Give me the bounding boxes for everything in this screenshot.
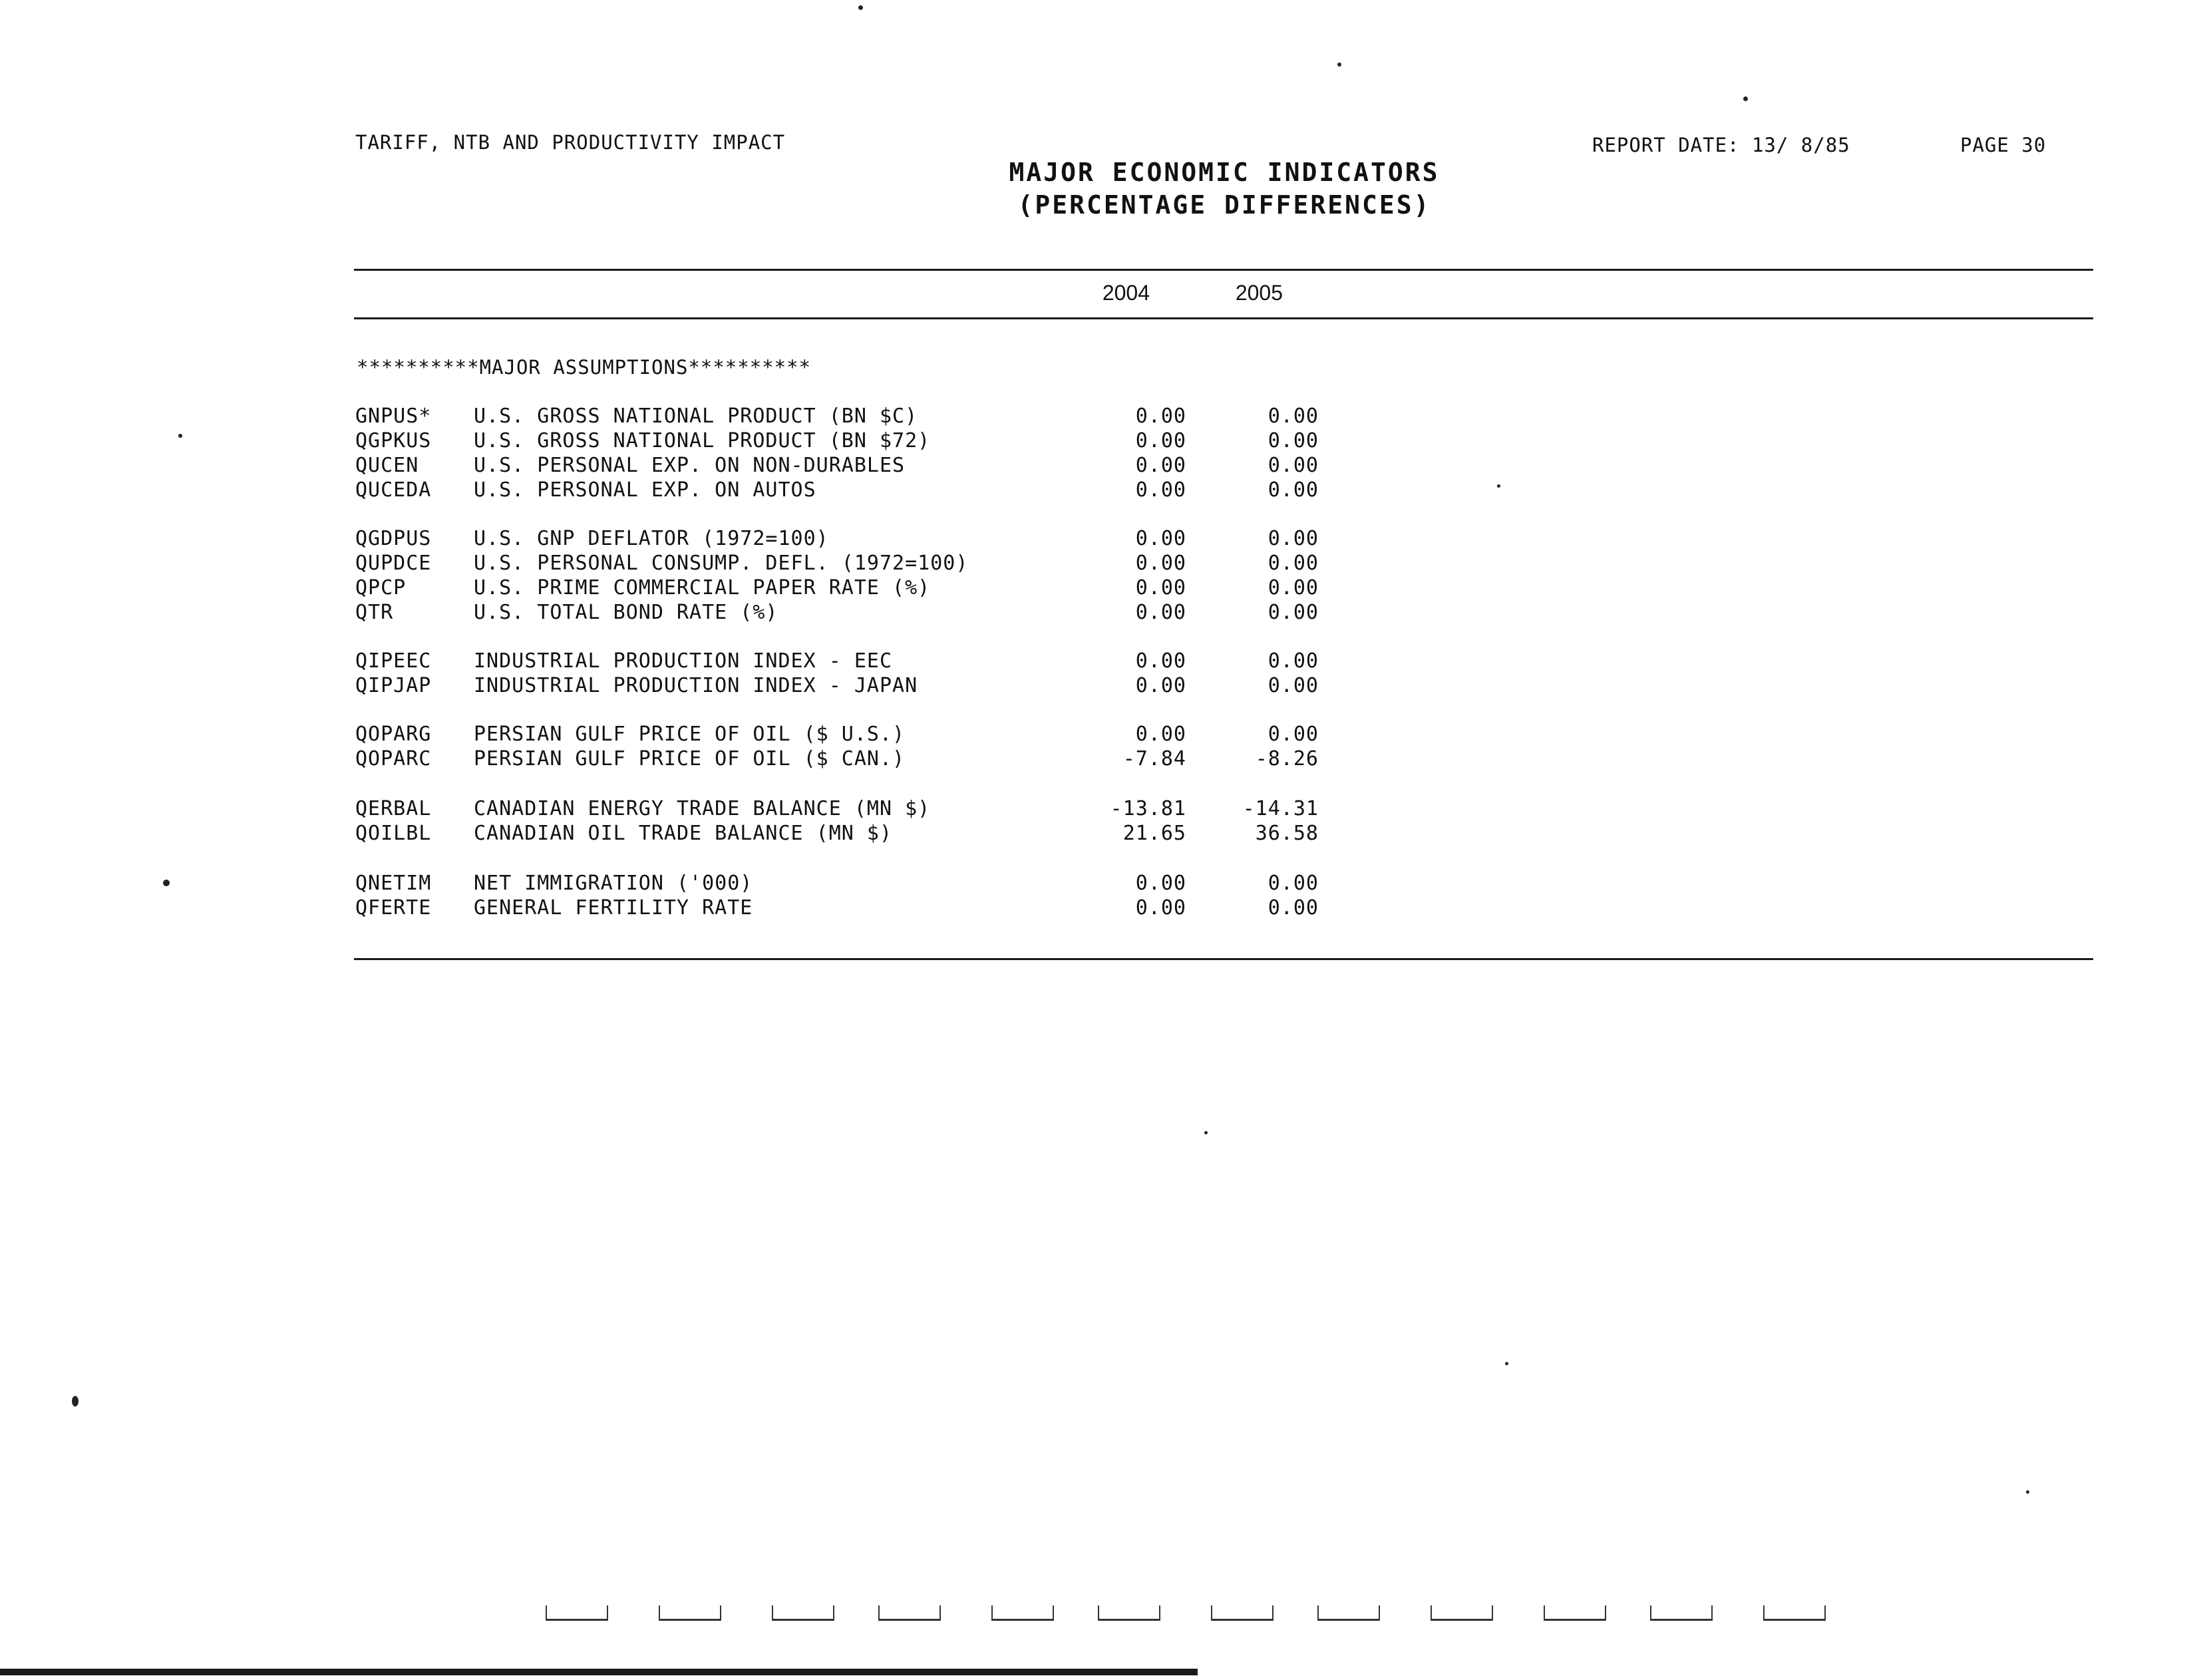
scan-speck: [858, 5, 863, 10]
indicator-code: QNETIM: [355, 872, 432, 895]
value-2004: 0.00: [1135, 454, 1186, 477]
indicator-description: U.S. GNP DEFLATOR (1972=100): [474, 527, 829, 550]
value-2005: 0.00: [1268, 649, 1319, 673]
value-2004: 0.00: [1135, 478, 1186, 502]
indicator-code: QIPJAP: [355, 674, 432, 697]
indicator-code: QGPKUS: [355, 429, 432, 452]
value-2004: 0.00: [1135, 552, 1186, 575]
indicator-description: U.S. PERSONAL EXP. ON AUTOS: [474, 478, 816, 502]
indicator-description: U.S. GROSS NATIONAL PRODUCT (BN $C): [474, 405, 918, 428]
value-2004: 0.00: [1135, 429, 1186, 452]
page-subtitle: (PERCENTAGE DIFFERENCES): [1017, 190, 1431, 220]
value-2004: -13.81: [1110, 797, 1186, 820]
indicator-code: QIPEEC: [355, 649, 432, 673]
section-label: **********MAJOR ASSUMPTIONS**********: [357, 356, 812, 379]
indicator-code: QOPARG: [355, 723, 432, 746]
indicator-code: QERBAL: [355, 797, 432, 820]
indicator-code: QFERTE: [355, 896, 432, 920]
indicator-code: GNPUS*: [355, 405, 432, 428]
value-2005: 0.00: [1268, 454, 1319, 477]
scan-speck: [178, 434, 182, 438]
value-2005: -8.26: [1255, 747, 1319, 770]
indicator-description: CANADIAN OIL TRADE BALANCE (MN $): [474, 822, 893, 845]
value-2005: 0.00: [1268, 429, 1319, 452]
value-2005: 0.00: [1268, 552, 1319, 575]
page-title: MAJOR ECONOMIC INDICATORS: [1009, 158, 1440, 187]
value-2005: 0.00: [1268, 872, 1319, 895]
scan-speck: [1743, 96, 1748, 101]
value-2004: 0.00: [1135, 896, 1186, 920]
indicator-description: U.S. TOTAL BOND RATE (%): [474, 601, 778, 624]
value-2004: 0.00: [1135, 872, 1186, 895]
indicator-description: CANADIAN ENERGY TRADE BALANCE (MN $): [474, 797, 931, 820]
value-2005: 0.00: [1268, 674, 1319, 697]
scan-speck: [163, 880, 170, 886]
indicator-code: QOPARC: [355, 747, 432, 770]
value-2004: 0.00: [1135, 601, 1186, 624]
scan-speck: [2026, 1490, 2029, 1494]
indicator-description: INDUSTRIAL PRODUCTION INDEX - JAPAN: [474, 674, 918, 697]
indicator-description: U.S. GROSS NATIONAL PRODUCT (BN $72): [474, 429, 931, 452]
indicator-code: QUCEN: [355, 454, 419, 477]
value-2004: 0.00: [1135, 649, 1186, 673]
indicator-code: QPCP: [355, 576, 407, 599]
scan-speck: [1505, 1362, 1508, 1365]
report-date: REPORT DATE: 13/ 8/85: [1592, 134, 1850, 156]
scan-speck: [1204, 1131, 1208, 1134]
value-2005: 0.00: [1268, 896, 1319, 920]
indicator-description: U.S. PERSONAL CONSUMP. DEFL. (1972=100): [474, 552, 969, 575]
indicator-code: QUPDCE: [355, 552, 432, 575]
value-2005: -14.31: [1242, 797, 1319, 820]
scan-speck: [1337, 63, 1341, 67]
scan-bottom-edge: [0, 1669, 1198, 1675]
value-2004: 0.00: [1135, 674, 1186, 697]
value-2005: 0.00: [1268, 723, 1319, 746]
table-header-rule: [354, 317, 2093, 319]
value-2004: 0.00: [1135, 527, 1186, 550]
indicator-description: INDUSTRIAL PRODUCTION INDEX - EEC: [474, 649, 893, 673]
indicator-description: PERSIAN GULF PRICE OF OIL ($ CAN.): [474, 747, 906, 770]
table-bottom-rule: [354, 958, 2093, 960]
indicator-code: QTR: [355, 601, 394, 624]
report-series-title: TARIFF, NTB AND PRODUCTIVITY IMPACT: [355, 131, 786, 154]
indicator-description: U.S. PRIME COMMERCIAL PAPER RATE (%): [474, 576, 931, 599]
scan-speck: [1497, 484, 1500, 488]
value-2005: 0.00: [1268, 405, 1319, 428]
value-2005: 36.58: [1255, 822, 1319, 845]
column-header-2005: 2005: [1235, 281, 1283, 305]
value-2004: 0.00: [1135, 723, 1186, 746]
indicator-code: QGDPUS: [355, 527, 432, 550]
value-2005: 0.00: [1268, 601, 1319, 624]
indicator-description: U.S. PERSONAL EXP. ON NON-DURABLES: [474, 454, 906, 477]
page-number: PAGE 30: [1960, 134, 2047, 156]
indicator-code: QOILBL: [355, 822, 432, 845]
value-2004: 0.00: [1135, 405, 1186, 428]
value-2005: 0.00: [1268, 527, 1319, 550]
value-2005: 0.00: [1268, 478, 1319, 502]
indicator-description: GENERAL FERTILITY RATE: [474, 896, 753, 920]
value-2004: 0.00: [1135, 576, 1186, 599]
scan-edge-marks: [93, 1600, 2156, 1627]
value-2004: -7.84: [1122, 747, 1186, 770]
column-header-2004: 2004: [1102, 281, 1150, 305]
value-2005: 0.00: [1268, 576, 1319, 599]
value-2004: 21.65: [1122, 822, 1186, 845]
indicator-code: QUCEDA: [355, 478, 432, 502]
indicator-description: PERSIAN GULF PRICE OF OIL ($ U.S.): [474, 723, 906, 746]
table-top-rule: [354, 269, 2093, 271]
indicator-description: NET IMMIGRATION ('000): [474, 872, 753, 895]
scan-speck: [72, 1396, 79, 1407]
